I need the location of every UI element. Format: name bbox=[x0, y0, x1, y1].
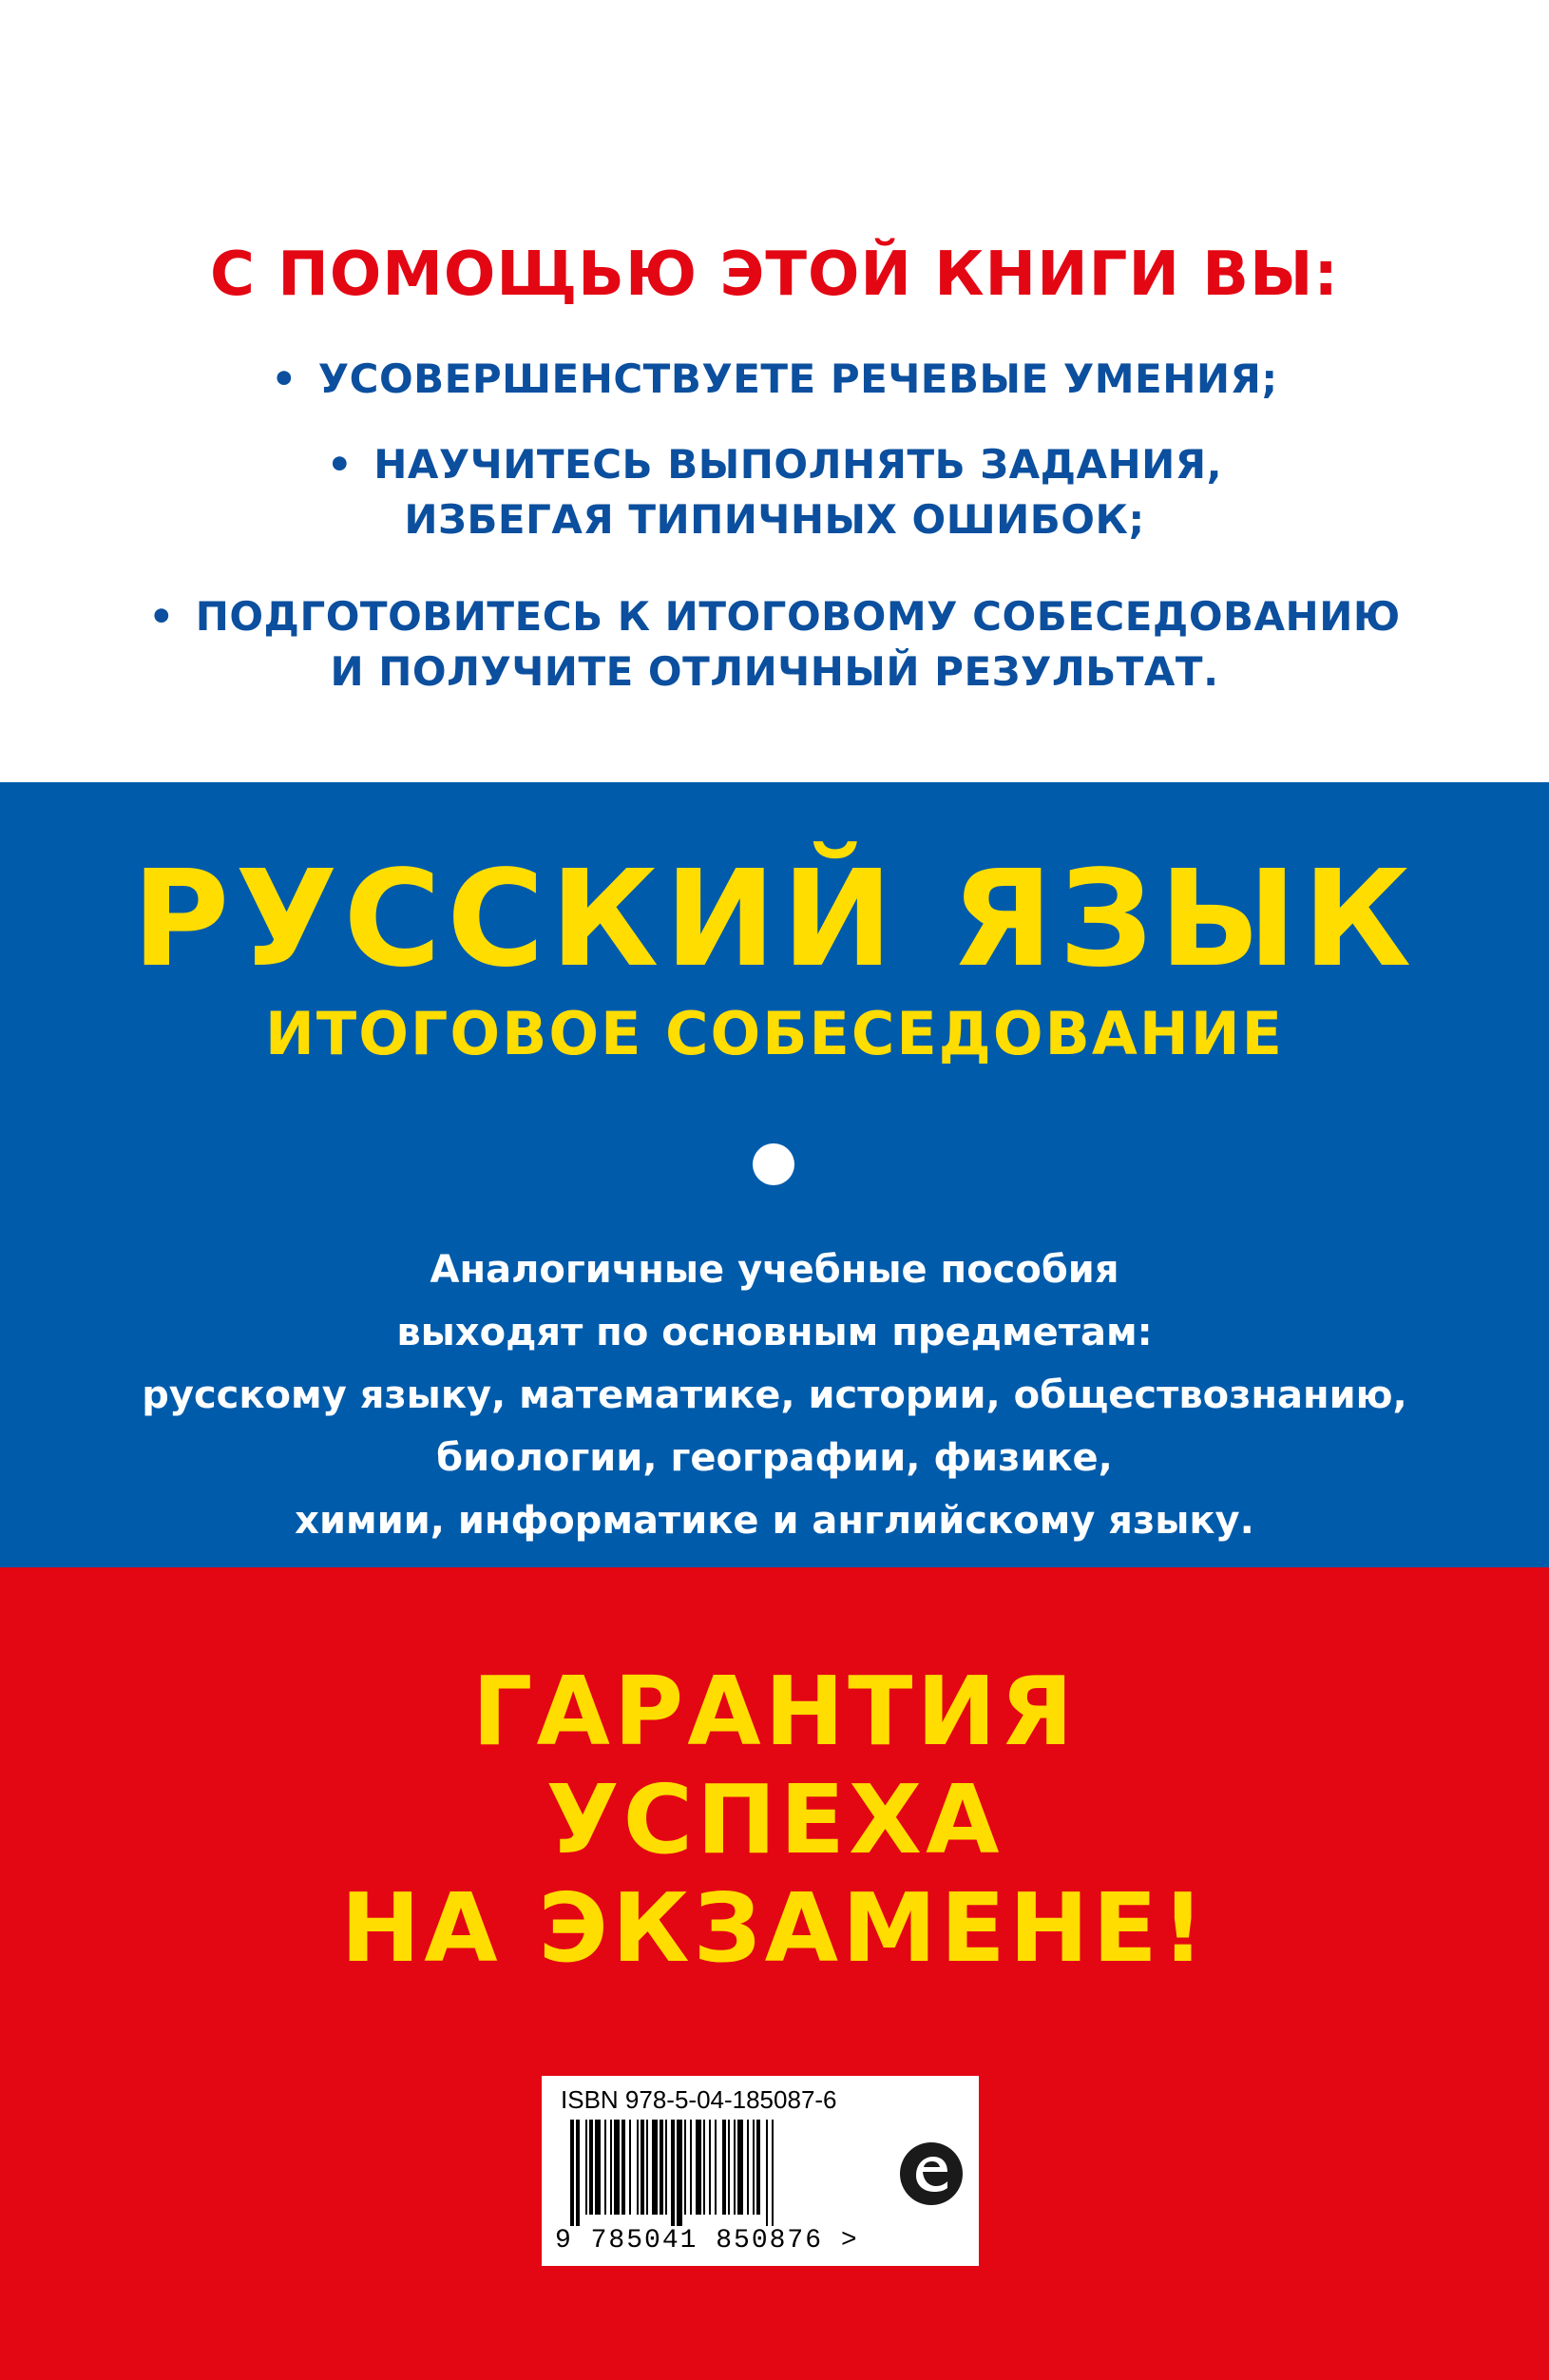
barcode-bar bbox=[756, 2120, 760, 2215]
bullet-icon: • bbox=[326, 441, 354, 488]
barcode-bar bbox=[677, 2120, 682, 2226]
barcode-bar bbox=[734, 2120, 736, 2215]
slogan-line: УСПЕХА bbox=[545, 1764, 1004, 1875]
similar-books-line: русскому языку, математике, истории, обществознанию, bbox=[142, 1373, 1407, 1417]
similar-books-line: химии, информатике и английскому языку. bbox=[295, 1499, 1254, 1543]
divider-dot-icon bbox=[753, 1143, 794, 1185]
barcode-block bbox=[542, 2076, 979, 2266]
benefit-line bbox=[0, 589, 1549, 644]
barcode-bar bbox=[671, 2120, 675, 2226]
benefit-line: И ПОЛУЧИТЕ ОТЛИЧНЫЙ РЕЗУЛЬТАТ. bbox=[330, 648, 1219, 695]
slogan-section bbox=[0, 1567, 1549, 2380]
slogan bbox=[0, 1658, 1549, 1983]
benefit-item bbox=[0, 352, 1549, 407]
benefit-line bbox=[0, 437, 1549, 492]
benefit-text: ПОДГОТОВИТЕСЬ К ИТОГОВОМУ СОБЕСЕДОВАНИЮ bbox=[195, 593, 1401, 640]
barcode-bar bbox=[772, 2120, 774, 2226]
barcode-bar bbox=[595, 2120, 601, 2215]
series-section bbox=[0, 782, 1549, 1567]
barcode-bar bbox=[589, 2120, 593, 2215]
benefit-line bbox=[0, 352, 1549, 407]
similar-books-line: Аналогичные учебные пособия bbox=[430, 1248, 1119, 1292]
barcode-bar bbox=[660, 2120, 663, 2215]
isbn-label: ISBN 978-5-04-185087-6 bbox=[561, 2085, 837, 2114]
barcode-bar bbox=[709, 2120, 711, 2215]
slogan-line: НА ЭКЗАМЕНЕ! bbox=[340, 1872, 1209, 1984]
barcode-bar bbox=[753, 2120, 755, 2215]
series-subtitle: ИТОГОВОЕ СОБЕСЕДОВАНИЕ bbox=[265, 999, 1284, 1068]
barcode-bar bbox=[696, 2120, 701, 2215]
barcode-bar bbox=[570, 2120, 574, 2226]
bullet-icon: • bbox=[148, 593, 175, 640]
benefits-heading: С ПОМОЩЬЮ ЭТОЙ КНИГИ ВЫ: bbox=[210, 240, 1339, 310]
benefit-line: ИЗБЕГАЯ ТИПИЧНЫХ ОШИБОК; bbox=[404, 496, 1145, 543]
benefit-text: НАУЧИТЕСЬ ВЫПОЛНЯТЬ ЗАДАНИЯ, bbox=[373, 441, 1223, 488]
series-title: РУССКИЙ ЯЗЫК bbox=[131, 842, 1418, 997]
barcode-bar bbox=[652, 2120, 658, 2215]
slogan-line: ГАРАНТИЯ bbox=[471, 1656, 1078, 1767]
barcode-bar bbox=[715, 2120, 717, 2215]
similar-books-text bbox=[0, 1238, 1549, 1552]
benefits-section bbox=[0, 0, 1549, 782]
barcode-bar bbox=[665, 2120, 667, 2215]
barcode-bar bbox=[614, 2120, 620, 2215]
barcode-bar bbox=[604, 2120, 606, 2215]
benefit-item bbox=[0, 437, 1549, 547]
barcode-bar bbox=[641, 2120, 644, 2215]
bullet-icon: • bbox=[271, 355, 297, 402]
benefit-text: УСОВЕРШЕНСТВУЕТЕ РЕЧЕВЫЕ УМЕНИЯ; bbox=[317, 355, 1278, 402]
barcode-bar bbox=[766, 2120, 768, 2226]
barcode-bar bbox=[684, 2120, 686, 2215]
barcode-bar bbox=[629, 2120, 631, 2215]
barcode-digits: 9 785041 850876 > bbox=[555, 2226, 859, 2255]
barcode-bar bbox=[728, 2120, 730, 2215]
barcode-icon bbox=[568, 2120, 882, 2226]
eksmo-logo-icon bbox=[898, 2140, 965, 2207]
barcode-bar bbox=[622, 2120, 625, 2215]
barcode-bar bbox=[646, 2120, 648, 2215]
barcode-bar bbox=[610, 2120, 612, 2215]
barcode-bar bbox=[576, 2120, 580, 2226]
barcode-bar bbox=[737, 2120, 743, 2215]
benefit-item bbox=[0, 589, 1549, 700]
barcode-bar bbox=[703, 2120, 705, 2215]
similar-books-line: выходят по основным предметам: bbox=[396, 1311, 1153, 1354]
barcode-bar bbox=[637, 2120, 639, 2215]
similar-books-line: биологии, географии, физике, bbox=[436, 1436, 1113, 1480]
barcode-bar bbox=[585, 2120, 587, 2215]
barcode-bar bbox=[722, 2120, 726, 2215]
barcode-bar bbox=[690, 2120, 692, 2215]
barcode-bar bbox=[747, 2120, 749, 2215]
